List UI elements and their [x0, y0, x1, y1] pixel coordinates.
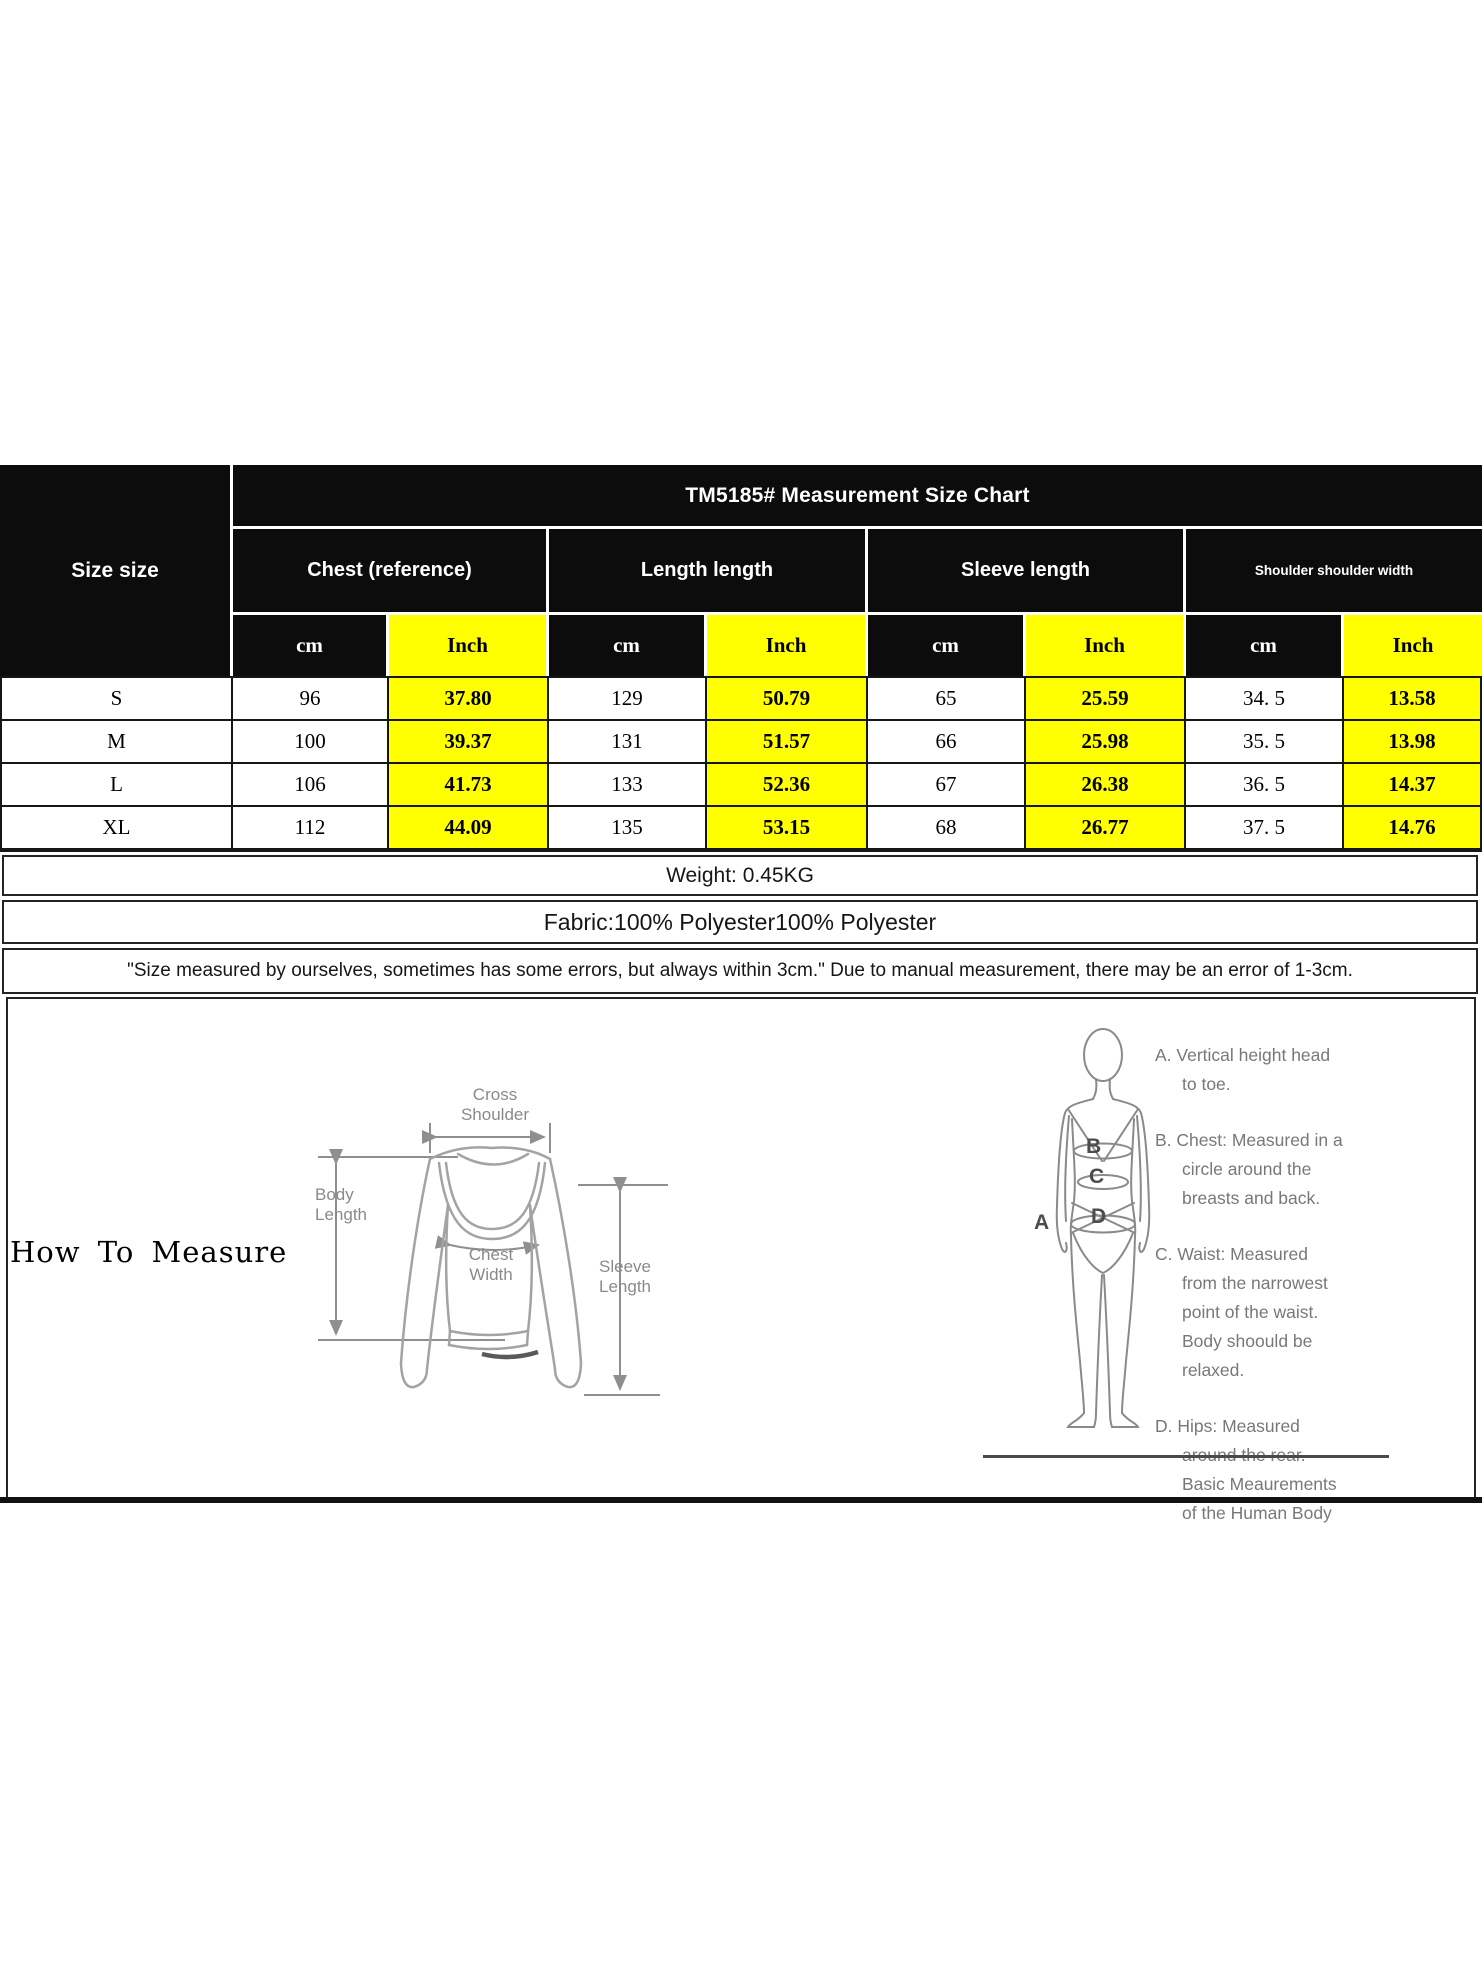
figure-label-c: C: [1089, 1165, 1105, 1188]
body-length-label: Body Length: [315, 1185, 367, 1225]
value-cell: 100: [233, 721, 389, 764]
how-to-measure-heading: How To Measure: [10, 1235, 288, 1269]
instruction-line: D. Hips: Measured: [1155, 1416, 1300, 1436]
unit-header-inch: Inch: [389, 615, 549, 676]
figure-label-d: D: [1091, 1205, 1107, 1228]
value-cell: 41.73: [389, 764, 549, 807]
instruction-a: [1155, 1041, 1405, 1099]
instruction-line: to toe.: [1182, 1074, 1231, 1094]
cross-shoulder-label: Cross Shoulder: [460, 1085, 530, 1125]
value-cell: 26.77: [1026, 807, 1186, 850]
value-cell: 51.57: [707, 721, 868, 764]
value-cell: 44.09: [389, 807, 549, 850]
group-header-shoulder: Shoulder shoulder width: [1186, 529, 1482, 615]
value-cell: 35. 5: [1186, 721, 1344, 764]
size-cell: XL: [2, 807, 233, 850]
value-cell: 112: [233, 807, 389, 850]
value-cell: 37.80: [389, 678, 549, 721]
instruction-d: [1155, 1412, 1405, 1528]
value-cell: 96: [233, 678, 389, 721]
value-cell: 106: [233, 764, 389, 807]
value-cell: 25.59: [1026, 678, 1186, 721]
unit-header-cm: cm: [549, 615, 707, 676]
weight-text: Weight: 0.45KG: [666, 863, 814, 887]
weight-row: [2, 855, 1478, 896]
instruction-line: breasts and back.: [1182, 1188, 1321, 1208]
value-cell: 39.37: [389, 721, 549, 764]
value-cell: 13.58: [1344, 678, 1480, 721]
instruction-line: circle around the: [1182, 1159, 1312, 1179]
hem-shadow: [482, 1352, 538, 1357]
instruction-line: Body shoould be: [1182, 1331, 1313, 1351]
instruction-line: B. Chest: Measured in a: [1155, 1130, 1343, 1150]
value-cell: 50.79: [707, 678, 868, 721]
chest-width-label: Chest Width: [468, 1245, 514, 1285]
value-cell: 36. 5: [1186, 764, 1344, 807]
unit-header-inch: Inch: [707, 615, 868, 676]
measure-instructions: [1155, 1041, 1405, 1555]
instruction-line: A. Vertical height head: [1155, 1045, 1331, 1065]
figure-label-a: A: [1034, 1211, 1050, 1234]
table-header: [0, 465, 1482, 676]
unit-header-inch: Inch: [1026, 615, 1186, 676]
value-cell: 52.36: [707, 764, 868, 807]
size-chart-table: [0, 465, 1482, 852]
group-header-sleeve: Sleeve length: [868, 529, 1186, 615]
corner-header: Size size: [0, 465, 233, 676]
value-cell: 135: [549, 807, 707, 850]
instruction-line: of the Human Body: [1182, 1503, 1332, 1523]
how-to-measure-section: [6, 997, 1476, 1523]
value-cell: 26.38: [1026, 764, 1186, 807]
value-cell: 25.98: [1026, 721, 1186, 764]
value-cell: 37. 5: [1186, 807, 1344, 850]
instruction-line: C. Waist: Measured: [1155, 1244, 1309, 1264]
unit-header-cm: cm: [868, 615, 1026, 676]
value-cell: 67: [868, 764, 1026, 807]
fabric-text: Fabric:100% Polyester100% Polyester: [543, 908, 937, 935]
value-cell: 53.15: [707, 807, 868, 850]
unit-header-inch: Inch: [1344, 615, 1482, 676]
value-cell: 129: [549, 678, 707, 721]
instruction-line: from the narrowest: [1182, 1273, 1328, 1293]
note-row: [2, 948, 1478, 994]
group-header-chest: Chest (reference): [233, 529, 549, 615]
instruction-line: point of the waist.: [1182, 1302, 1319, 1322]
size-cell: M: [2, 721, 233, 764]
table-title: TM5185# Measurement Size Chart: [233, 465, 1482, 529]
instruction-c: [1155, 1240, 1405, 1385]
value-cell: 133: [549, 764, 707, 807]
fabric-row: [2, 900, 1478, 944]
instruction-b: [1155, 1126, 1405, 1213]
value-cell: 68: [868, 807, 1026, 850]
value-cell: 131: [549, 721, 707, 764]
table-body: [0, 676, 1482, 852]
unit-header-cm: cm: [1186, 615, 1344, 676]
value-cell: 14.76: [1344, 807, 1480, 850]
value-cell: 34. 5: [1186, 678, 1344, 721]
value-cell: 66: [868, 721, 1026, 764]
sleeve-length-label: Sleeve Length: [599, 1257, 651, 1297]
value-cell: 13.98: [1344, 721, 1480, 764]
value-cell: 14.37: [1344, 764, 1480, 807]
instruction-line: relaxed.: [1182, 1360, 1245, 1380]
instruction-line: Basic Meaurements: [1182, 1474, 1337, 1494]
figure-underline: [983, 1455, 1389, 1458]
figure-label-b: B: [1086, 1135, 1102, 1158]
size-cell: S: [2, 678, 233, 721]
note-text: "Size measured by ourselves, sometimes has some errors, but always within 3cm." Due to manual measurement, there may be an error of 1-3cm.: [127, 960, 1353, 981]
group-header-length: Length length: [549, 529, 868, 615]
bottom-divider-line: [0, 1497, 1482, 1503]
unit-header-cm: cm: [233, 615, 389, 676]
value-cell: 65: [868, 678, 1026, 721]
size-cell: L: [2, 764, 233, 807]
